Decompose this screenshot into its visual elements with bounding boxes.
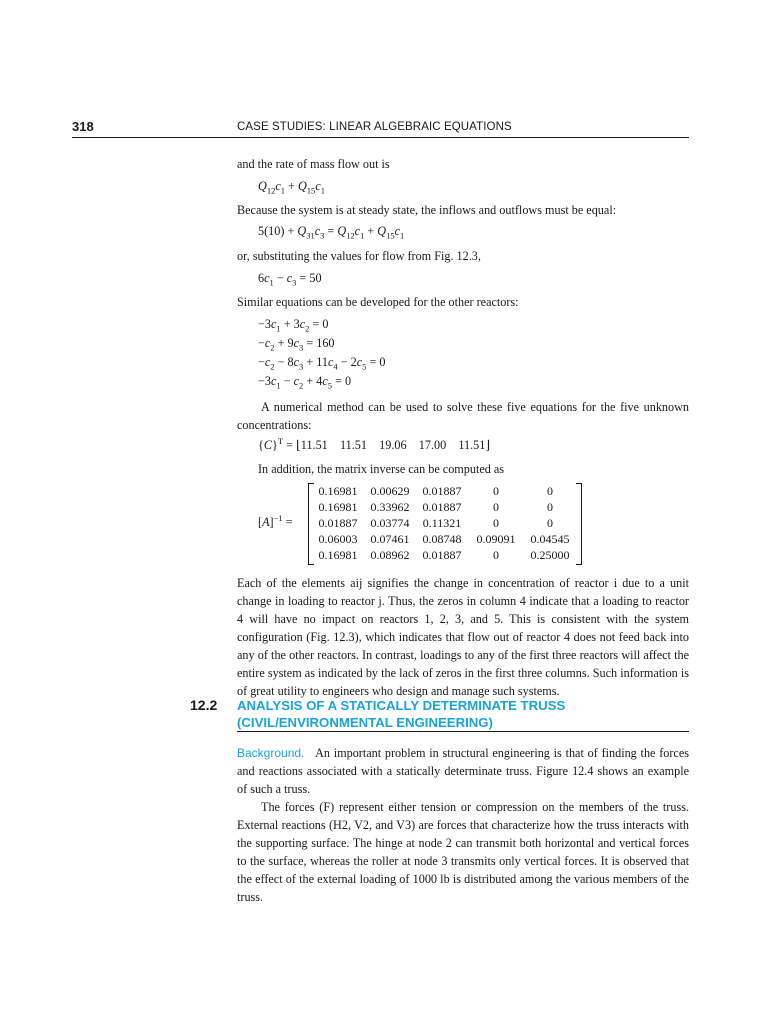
equation-reactor-4: $-c_2 - 8c_3 + 11c_4 - 2c_5 = 0$ [258,355,386,372]
matrix-row [312,548,576,566]
matrix-cell: 0.07461 [370,532,410,546]
equation-reactor-3: $-c_2 + 9c_3 = 160$ [258,336,335,353]
header-rule [72,137,689,138]
section-title [237,697,565,731]
running-title: CASE STUDIES: LINEAR ALGEBRAIC EQUATIONS [237,121,512,133]
background-label: Background. [237,746,305,760]
matrix-cell: 0 [547,484,553,498]
matrix-cell: 0.11321 [422,516,462,530]
matrix-cell: 0.16981 [318,484,358,498]
paragraph-matrix-inverse: In addition, the matrix inverse can be computed as [258,462,505,476]
section-title-line-1: ANALYSIS OF A STATICALLY DETERMINATE TRUSS [237,698,566,713]
paragraph-numerical-method: A numerical method can be used to solve these five equations for the five unknown concentrations: [237,400,689,432]
matrix-cell: 0.16981 [318,500,358,514]
matrix-cell: 0.09091 [476,532,516,546]
paragraph-steady-state: Because the system is at steady state, the inflows and outflows must be equal: [237,203,617,217]
matrix-label: $[A]^{-1}$ = [258,512,293,529]
matrix-cell: 0 [547,516,553,530]
matrix-cell: 0.08748 [422,532,462,546]
matrix-cell: 0.08962 [370,548,410,562]
matrix-cell: 0.04545 [530,532,570,546]
solution-vector: $\{C\}^T$ = ⌊11.51 11.51 19.06 17.00 11.51⌋ [258,435,491,452]
matrix-cell: 0.01887 [422,484,462,498]
equation-reactor-5: $-3c_1 - c_2 + 4c_5 = 0$ [258,374,352,391]
matrix-cell: 0.33962 [370,500,410,514]
matrix-cell: 0.03774 [370,516,410,530]
matrix-cell: 0.01887 [318,516,358,530]
equation-outflow: $Q_{12}c_1 + Q_{15}c_1$ [258,179,325,196]
paragraph-substituting: or, substituting the values for flow from Fig. 12.3, [237,249,481,263]
matrix-cell: 0 [493,516,499,530]
matrix-cell: 0.00629 [370,484,410,498]
matrix-cell: 0 [493,500,499,514]
background-text: An important problem in structural engineering is that of finding the forces and reactions associated with a statically determinate truss. Figure 12.4 shows an example of such a truss. [237,746,689,796]
matrix-right-bracket [576,483,582,565]
matrix-cell: 0 [493,548,499,562]
matrix-cell: 0.25000 [530,548,570,562]
matrix-cell: 0.01887 [422,548,462,562]
section-title-line-2: (CIVIL/ENVIRONMENTAL ENGINEERING) [237,715,493,730]
equation-reactor-1: $6c_1 - c_3 = 50$ [258,271,322,288]
section-number: 12.2 [190,697,218,713]
paragraph-interpretation: Each of the elements aij signifies the change in concentration of reactor i due to a unit change in loading to reactor j. Thus, the zeros in column 4 indicate that a loading to reactor 4 will have no impact on reactors 1, 2, 3, and 5. This is consistent with the system configuration (Fig. 12.3), which indicates that flow out of reactor 4 does not feed back into any of the other reactors. In contrast, loadings to any of the first three reactors will affect the entire system as indicated by the lack of zeros in the first three columns. Such information is of great utility to engineers who design and manage such systems. [237,576,689,698]
page-number: 318 [72,119,94,134]
matrix-cell: 0 [547,500,553,514]
equation-balance: $5(10) + Q_{31}c_3 = Q_{12}c_1 + Q_{15}c_1$ [258,224,405,241]
paragraph-mass-flow-out: and the rate of mass flow out is [237,157,390,171]
section-rule [237,731,689,732]
paragraph-truss-forces: The forces (F) represent either tension or compression on the members of the truss. External reactions (H2, V2, and V3) are forces that characterize how the truss interacts with the supporting surface. The hinge at node 2 can transmit both horizontal and vertical forces to the surface, whereas the roller at node 3 transmits only vertical forces. It is observed that the effect of the external loading of 1000 lb is distributed among the various members of the truss. [237,800,689,904]
matrix-cell: 0 [493,484,499,498]
paragraph-background [237,744,689,798]
matrix-cell: 0.06003 [318,532,358,546]
equation-reactor-2: $-3c_1 + 3c_2 = 0$ [258,317,329,334]
paragraph-similar-equations: Similar equations can be developed for the other reactors: [237,295,519,309]
matrix-cell: 0.16981 [318,548,358,562]
matrix-cell: 0.01887 [422,500,462,514]
